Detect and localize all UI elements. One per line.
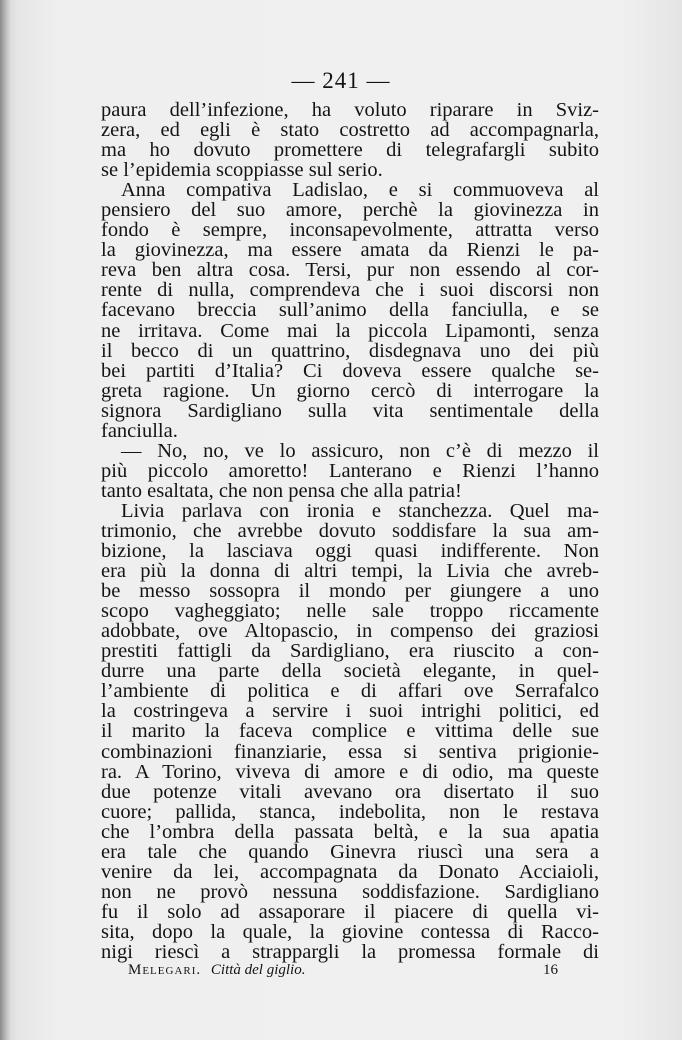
body-text <box>101 100 599 962</box>
text-line: più piccolo amoretto! Lanterano e Rienzi l’hanno <box>101 459 599 482</box>
text-line: paura dell’infezione, ha voluto riparare in Sviz- <box>101 99 599 121</box>
text-line: rente di nulla, comprendeva che i suoi discorsi non <box>101 279 599 302</box>
text-line: zera, ed egli è stato costretto ad accompagnarla, <box>101 119 599 142</box>
text-line: che l’ombra della passata beltà, e la sua apatia <box>101 820 599 843</box>
text-line: non ne provò nessuna soddisfazione. Sardigliano <box>101 880 599 903</box>
text-line: reva ben altra cosa. Tersi, pur non essendo al cor- <box>101 259 599 282</box>
text-line: ne irritava. Come mai la piccola Lipamonti, senza <box>101 319 599 342</box>
text-line: scopo vagheggiato; nelle sale troppo riccamente <box>101 600 599 623</box>
text-line: ma ho dovuto promettere di telegrafargli subito <box>101 139 599 162</box>
text-line: prestiti fattigli da Sardigliano, era riuscito a con- <box>101 640 599 663</box>
text-line: Anna compativa Ladislao, e si commuoveva al <box>121 179 599 202</box>
text-line: bei partiti d’Italia? Ci doveva essere qualche se- <box>101 359 599 382</box>
page-footer <box>128 962 568 979</box>
text-line: trimonio, che avrebbe dovuto soddisfare la sua am- <box>101 519 599 542</box>
text-line: — No, no, ve lo assicuro, non c’è di mezzo il <box>121 439 599 462</box>
text-line: nigi riescì a strappargli la promessa formale di <box>101 940 599 963</box>
text-line: due potenze vitali avevano ora disertato il suo <box>101 780 599 803</box>
footer-author: Melegari. <box>128 962 202 978</box>
text-line: la giovinezza, ma essere amata da Rienzi le pa- <box>101 239 599 262</box>
book-binding-edge <box>0 0 10 1040</box>
text-line: fondo è sempre, inconsapevolmente, attratta verso <box>101 219 599 242</box>
text-line: signora Sardigliano sulla vita sentimentale della <box>101 399 599 422</box>
page-number: — 241 — <box>291 68 391 93</box>
text-line: facevano breccia sull’animo della fanciulla, e se <box>101 299 599 322</box>
text-line: era tale che quando Ginevra riuscì una sera a <box>101 840 599 863</box>
signature-mark: 16 <box>543 962 558 978</box>
text-line: l’ambiente di politica e di affari ove Serrafalco <box>101 680 599 703</box>
text-line: ra. A Torino, viveva di amore e di odio, ma queste <box>101 760 599 783</box>
text-line: sita, dopo la quale, la giovine contessa di Racco- <box>101 920 599 943</box>
text-line: be messo sossopra il mondo per giungere a uno <box>101 580 599 603</box>
text-line: fu il solo ad assaporare il piacere di quella vi- <box>101 900 599 923</box>
text-line: era più la donna di altri tempi, la Livia che avreb- <box>101 560 599 583</box>
text-line: se l’epidemia scoppiasse sul serio. <box>101 159 383 182</box>
text-line: la costringeva a servire i suoi intrighi politici, ed <box>101 700 599 723</box>
footer-title: Città del giglio. <box>210 962 306 978</box>
text-line: adobbate, ove Altopascio, in compenso dei graziosi <box>101 620 599 643</box>
text-line: fanciulla. <box>101 419 178 442</box>
text-line: bizione, la lasciava oggi quasi indifferente. Non <box>101 540 599 563</box>
text-line: greta ragione. Un giorno cercò di interrogare la <box>101 379 599 402</box>
text-line: cuore; pallida, stanca, indebolita, non le restava <box>101 800 599 823</box>
text-line: venire da lei, accompagnata da Donato Acciaioli, <box>101 860 599 883</box>
text-line: il becco di un quattrino, disdegnava uno dei più <box>101 339 599 362</box>
text-line: durre una parte della società elegante, in quel- <box>101 660 599 683</box>
text-line: Livia parlava con ironia e stanchezza. Quel ma- <box>121 499 599 522</box>
text-line: tanto esaltata, che non pensa che alla patria! <box>101 479 462 502</box>
text-line: combinazioni finanziarie, essa si sentiva prigionie- <box>101 740 599 763</box>
text-line: pensiero del suo amore, perchè la giovinezza in <box>101 199 599 222</box>
text-line: il marito la faceva complice e vittima delle sue <box>101 720 599 743</box>
